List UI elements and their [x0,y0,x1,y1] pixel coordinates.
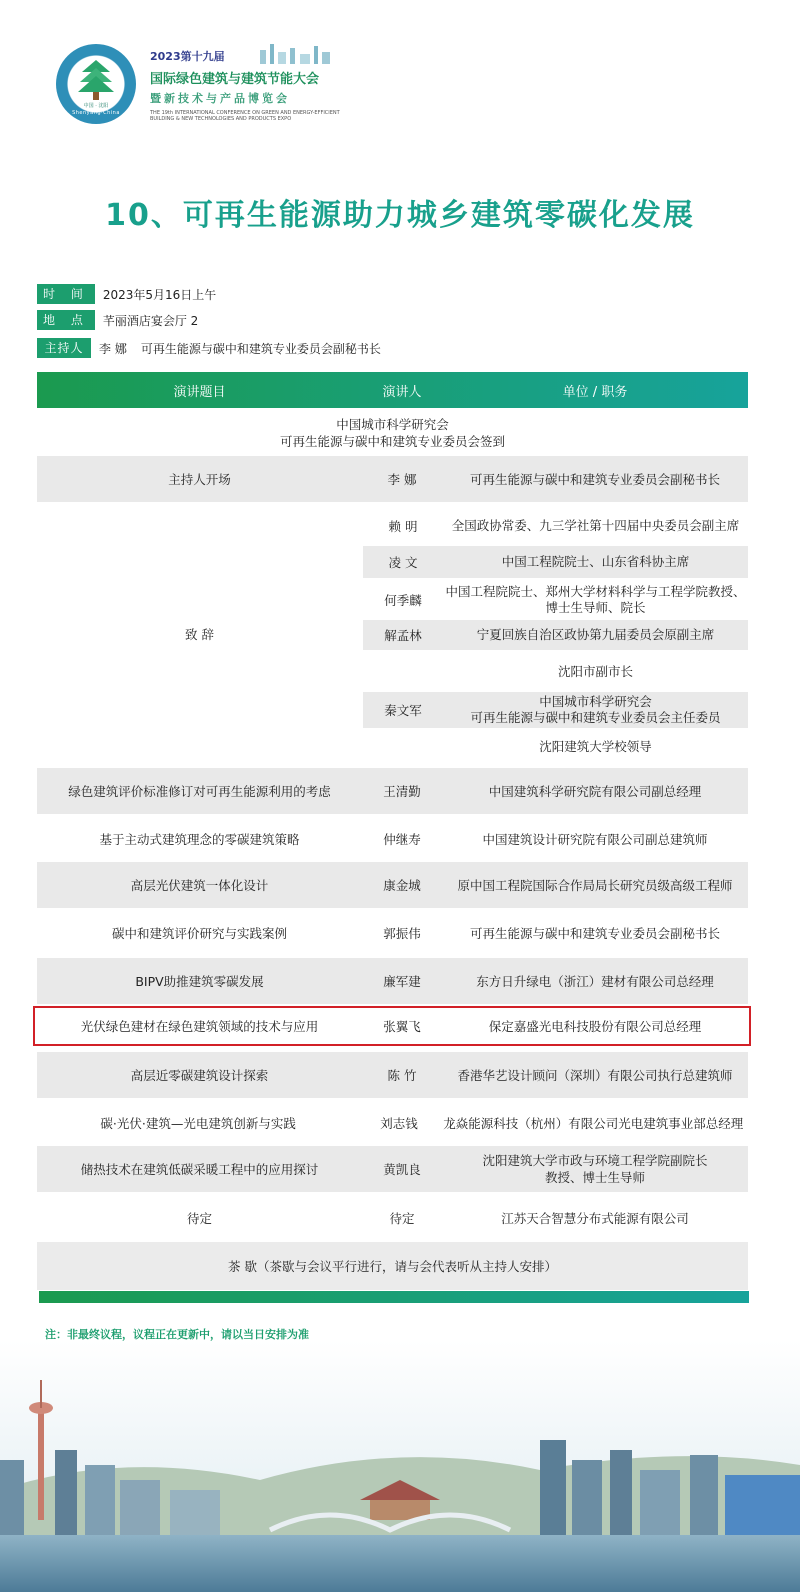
row-topic: 高层光伏建筑一体化设计 [130,878,269,893]
row-topic: 绿色建筑评价标准修订对可再生能源利用的考虑 [68,784,331,799]
table-row [37,958,748,1004]
pine-tree-icon [78,58,114,104]
conference-edition: 2023第十九届 [150,50,225,63]
time-value: 2023年5月16日上午 [102,287,217,302]
row-unit: 原中国工程院国际合作局局长研究员级高级工程师 [457,878,733,893]
speech-row [363,732,748,762]
table-row [37,816,748,862]
speech-speaker: 秦文军 [384,703,422,718]
speech-unit: 沈阳市副市长 [557,664,633,679]
signin-line-1: 中国城市科学研究会 [336,417,449,432]
signin-row [37,414,748,452]
row-unit: 龙焱能源科技（杭州）有限公司光电建筑事业部总经理 [443,1116,744,1131]
signin-line-2: 可再生能源与碳中和建筑专业委员会签到 [279,434,505,449]
agenda-table [37,372,748,1274]
tea-break-text: 茶 歇（茶歇与会议平行进行，请与会代表听从主持人安排） [228,1259,557,1274]
conference-title: 国际绿色建筑与建筑节能大会 [150,72,320,87]
row-unit: 保定嘉盛光电科技股份有限公司总经理 [488,1019,702,1034]
row-topic: 待定 [186,1211,212,1226]
highlight-box [33,1006,751,1046]
header-unit: 单位 / 职务 [562,384,628,400]
row-topic: 主持人开场 [168,472,231,487]
row-topic: BIPV助推建筑零碳发展 [135,974,264,989]
row-unit: 中国建筑科学研究院有限公司副总经理 [488,784,702,799]
row-speaker: 李 娜 [387,472,417,487]
row-unit: 香港华艺设计顾问（深圳）有限公司执行总建筑师 [457,1068,733,1083]
host-label: 主持人 [37,338,91,358]
speech-speaker: 凌 文 [388,555,418,570]
speech-row [363,656,748,688]
speech-topic: 致 辞 [185,627,214,642]
header-topic: 演讲题目 [173,384,226,400]
table-row [37,768,748,814]
conference-logo [56,44,136,124]
speech-unit-line-1: 中国城市科学研究会 [539,694,652,709]
conference-english: THE 19th INTERNATIONAL CONFERENCE ON GREEN AND ENERGY-EFFICIENT BUILDING & NEW TECHNOLOGIES AND PRODUCTS EXPO [150,110,340,122]
row-speaker: 刘志钱 [380,1116,418,1131]
table-row [37,1100,748,1146]
row-speaker: 仲继寿 [383,832,421,847]
table-footer-bar [39,1291,749,1303]
conference-subtitle: 暨新技术与产品博览会 [150,92,290,105]
conference-header [150,48,450,122]
row-speaker: 康金城 [383,878,421,893]
row-topic: 碳中和建筑评价研究与实践案例 [111,926,287,941]
row-unit-line-1: 沈阳建筑大学市政与环境工程学院副院长 [482,1153,708,1168]
tea-break-row [37,1242,748,1290]
speech-row [363,580,748,620]
row-unit: 江苏天合智慧分布式能源有限公司 [501,1211,689,1226]
speech-row [363,508,748,544]
row-speaker: 黄凯良 [383,1162,421,1177]
row-topic: 光伏绿色建材在绿色建筑领域的技术与应用 [80,1019,319,1034]
place-value: 芊丽酒店宴会厅 2 [102,313,199,328]
meta-time [37,284,216,304]
city-skyline-illustration [0,1340,800,1592]
speech-speaker: 解孟林 [384,628,422,643]
row-speaker: 廉军建 [383,974,421,989]
row-unit-line-2: 教授、博士生导师 [544,1170,645,1185]
header-speaker: 演讲人 [382,384,422,400]
row-topic: 碳·光伏·建筑—光电建筑创新与实践 [100,1116,296,1131]
speech-row [363,620,748,650]
time-label: 时 间 [37,284,95,304]
speech-unit-line-2: 博士生导师、院长 [545,600,646,615]
meta-host [37,338,381,358]
row-unit: 可再生能源与碳中和建筑专业委员会副秘书长 [469,926,720,941]
page-title: 10、可再生能源助力城乡建筑零碳化发展 [105,198,695,233]
logo-city-en: Shenyang·China [72,110,120,116]
row-speaker: 陈 竹 [387,1068,417,1083]
table-row [37,1146,748,1192]
place-label: 地 点 [37,310,95,330]
speech-unit: 宁夏回族自治区政协第九届委员会原副主席 [476,627,715,642]
speech-speaker: 何季麟 [384,593,422,608]
table-row [37,1196,748,1240]
speech-unit: 中国工程院院士、山东省科协主席 [501,554,690,569]
row-topic: 高层近零碳建筑设计探索 [130,1068,269,1083]
table-row [37,862,748,908]
speech-row [363,692,748,728]
logo-city: 中国 · 沈阳 [83,103,109,109]
speech-speaker: 赖 明 [388,519,418,534]
table-row [37,1052,748,1098]
row-unit: 东方日升绿电（浙江）建材有限公司总经理 [476,974,714,989]
row-speaker: 张翼飞 [383,1019,421,1034]
speech-unit-line-1: 中国工程院院士、郑州大学材料科学与工程学院教授、 [445,584,746,599]
row-unit: 中国建筑设计研究院有限公司副总建筑师 [482,832,708,847]
speech-row [363,546,748,578]
speech-unit-line-2: 可再生能源与碳中和建筑专业委员会主任委员 [470,710,721,725]
agenda-note: 注：非最终议程，议程正在更新中，请以当日安排为准 [45,1328,309,1341]
row-speaker: 待定 [389,1211,415,1226]
row-topic: 基于主动式建筑理念的零碳建筑策略 [99,832,300,847]
table-row [37,456,748,502]
speech-unit: 沈阳建筑大学校领导 [539,739,652,754]
row-topic: 储热技术在建筑低碳采暖工程中的应用探讨 [80,1162,319,1177]
table-row [37,910,748,956]
host-title: 可再生能源与碳中和建筑专业委员会副秘书长 [140,341,381,356]
table-header [37,372,748,408]
meta-place [37,310,198,330]
host-name: 李 娜 [99,341,127,356]
speech-unit: 全国政协常委、九三学社第十四届中央委员会副主席 [451,518,740,533]
row-speaker: 王清勤 [383,784,421,799]
row-speaker: 郭振伟 [383,926,421,941]
row-unit: 可再生能源与碳中和建筑专业委员会副秘书长 [469,472,720,487]
